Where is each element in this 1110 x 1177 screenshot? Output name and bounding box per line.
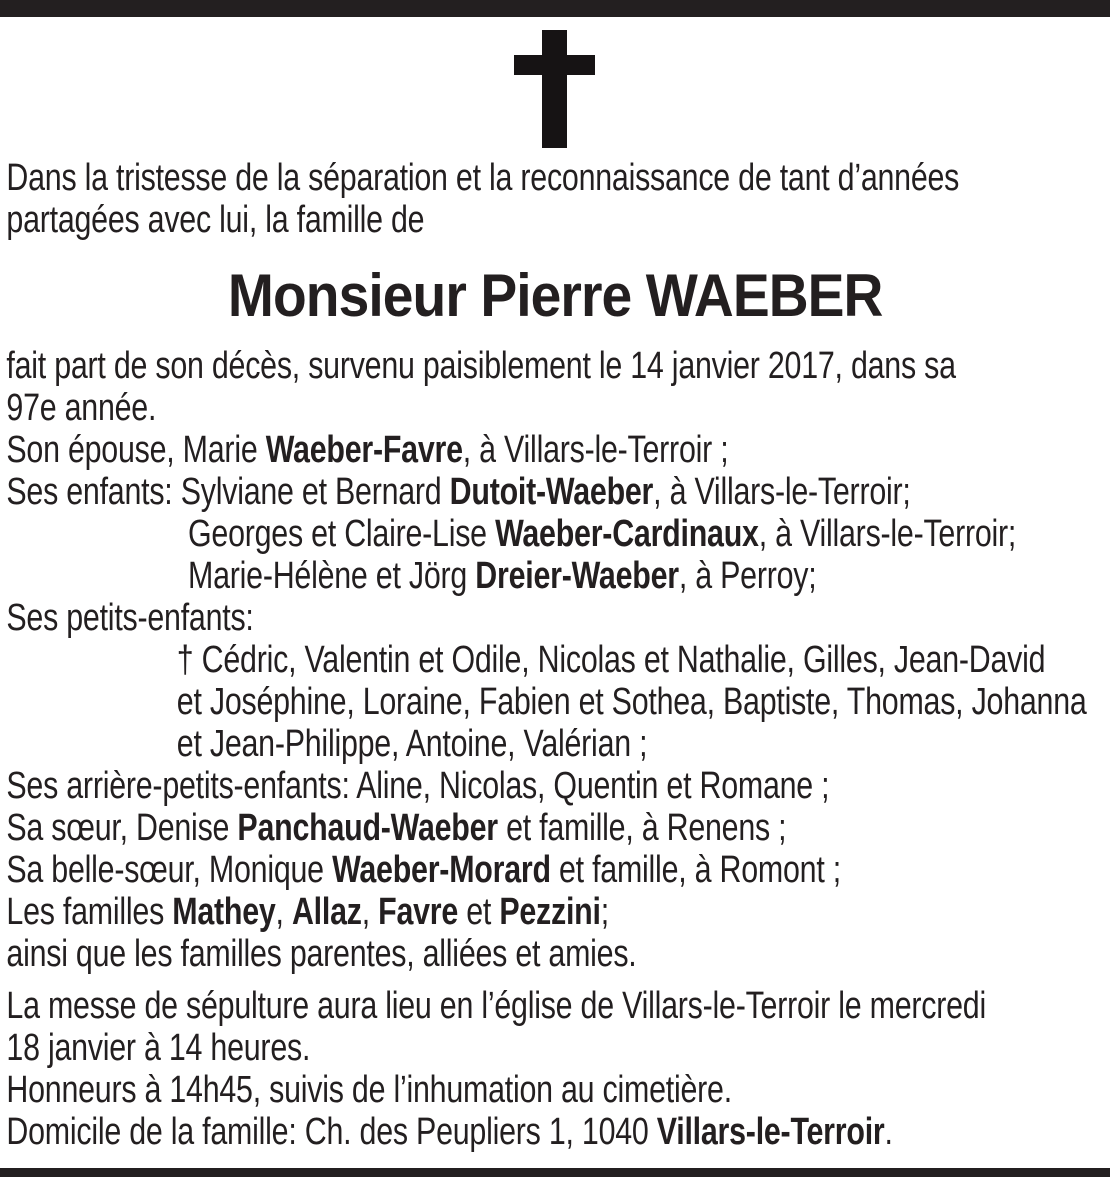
bottom-border-bar <box>0 1168 1110 1177</box>
notice-line <box>0 345 1110 387</box>
text-segment: et famille, à Renens ; <box>497 807 787 849</box>
intro-line-2: partagées avec lui, la famille de <box>6 199 425 241</box>
surname-bold: Villars-le-Terroir <box>656 1111 885 1153</box>
text-segment: † Cédric, Valentin et Odile, Nicolas et Nathalie, Gilles, Jean-David <box>176 639 1046 681</box>
surname-bold: Waeber-Morard <box>332 849 551 891</box>
text-segment: Domicile de la famille: Ch. des Peupliers 1, 1040 <box>6 1111 657 1153</box>
text-segment: , à Villars-le-Terroir; <box>653 471 911 513</box>
surname-bold: Waeber-Favre <box>265 429 463 471</box>
text-segment: , <box>361 891 379 933</box>
intro-paragraph <box>0 157 1110 241</box>
notice-line <box>0 1111 1110 1153</box>
text-segment: , à Villars-le-Terroir; <box>758 513 1017 555</box>
notice-line <box>0 933 1110 975</box>
surname-bold: Dreier-Waeber <box>475 555 679 597</box>
notice-line <box>0 429 1110 471</box>
notice-line <box>0 891 1110 933</box>
notice-line <box>0 513 1110 555</box>
latin-cross-icon <box>0 0 1110 150</box>
notice-line <box>0 639 1110 681</box>
text-segment: La messe de sépulture aura lieu en l’église de Villars-le-Terroir le mercredi <box>6 985 986 1027</box>
text-segment: Marie-Hélène et Jörg <box>188 555 476 597</box>
text-segment: Ses enfants: Sylviane et Bernard <box>6 471 450 513</box>
notice-line <box>0 555 1110 597</box>
text-segment: et Jean-Philippe, Antoine, Valérian ; <box>176 723 648 765</box>
text-segment: ainsi que les familles parentes, alliées et amies. <box>6 933 637 975</box>
notice-line <box>0 807 1110 849</box>
notice-line <box>0 597 1110 639</box>
text-segment: , à Perroy; <box>678 555 817 597</box>
notice-line <box>0 723 1110 765</box>
cross-stem <box>542 30 567 148</box>
text-segment: fait part de son décès, survenu paisiblement le 14 janvier 2017, dans sa <box>6 345 956 387</box>
text-segment: Sa belle-sœur, Monique <box>6 849 333 891</box>
surname-bold: Allaz <box>291 891 362 933</box>
surname-bold: Favre <box>378 891 459 933</box>
notice-line <box>0 1069 1110 1111</box>
deceased-name-title: Monsieur Pierre WAEBER <box>227 262 883 329</box>
surname-bold: Waeber-Cardinaux <box>495 513 759 555</box>
notice-line <box>0 471 1110 513</box>
text-segment: Georges et Claire-Lise <box>188 513 496 555</box>
notice-line <box>0 1027 1110 1069</box>
text-segment: Ses petits-enfants: <box>6 597 254 639</box>
surname-bold: Panchaud-Waeber <box>237 807 498 849</box>
notice-line <box>0 849 1110 891</box>
text-segment: et Joséphine, Loraine, Fabien et Sothea, Baptiste, Thomas, Johanna <box>176 681 1087 723</box>
cross-arm <box>514 55 595 75</box>
text-segment: et <box>458 891 500 933</box>
notice-line <box>0 681 1110 723</box>
text-segment: et famille, à Romont ; <box>550 849 841 891</box>
text-segment: . <box>884 1111 893 1153</box>
text-segment: Sa sœur, Denise <box>6 807 238 849</box>
surname-bold: Pezzini <box>499 891 601 933</box>
text-segment: 18 janvier à 14 heures. <box>6 1027 311 1069</box>
text-segment: 97e année. <box>6 387 157 429</box>
surname-bold: Mathey <box>172 891 276 933</box>
text-segment: Les familles <box>6 891 173 933</box>
text-segment: , <box>275 891 292 933</box>
text-segment: , à Villars-le-Terroir ; <box>462 429 729 471</box>
ceremony-paragraph <box>0 985 1110 1153</box>
deceased-name-title-wrap <box>0 264 1110 328</box>
notice-line <box>0 765 1110 807</box>
family-paragraph <box>0 345 1110 975</box>
text-segment: ; <box>600 891 609 933</box>
surname-bold: Dutoit-Waeber <box>449 471 654 513</box>
text-segment: Ses arrière-petits-enfants: Aline, Nicolas, Quentin et Romane ; <box>6 765 830 807</box>
notice-line <box>0 387 1110 429</box>
text-segment: Honneurs à 14h45, suivis de l’inhumation au cimetière. <box>6 1069 732 1111</box>
notice-line <box>0 985 1110 1027</box>
text-segment: Son épouse, Marie <box>6 429 266 471</box>
intro-line-1: Dans la tristesse de la séparation et la reconnaissance de tant d’années <box>6 157 960 199</box>
